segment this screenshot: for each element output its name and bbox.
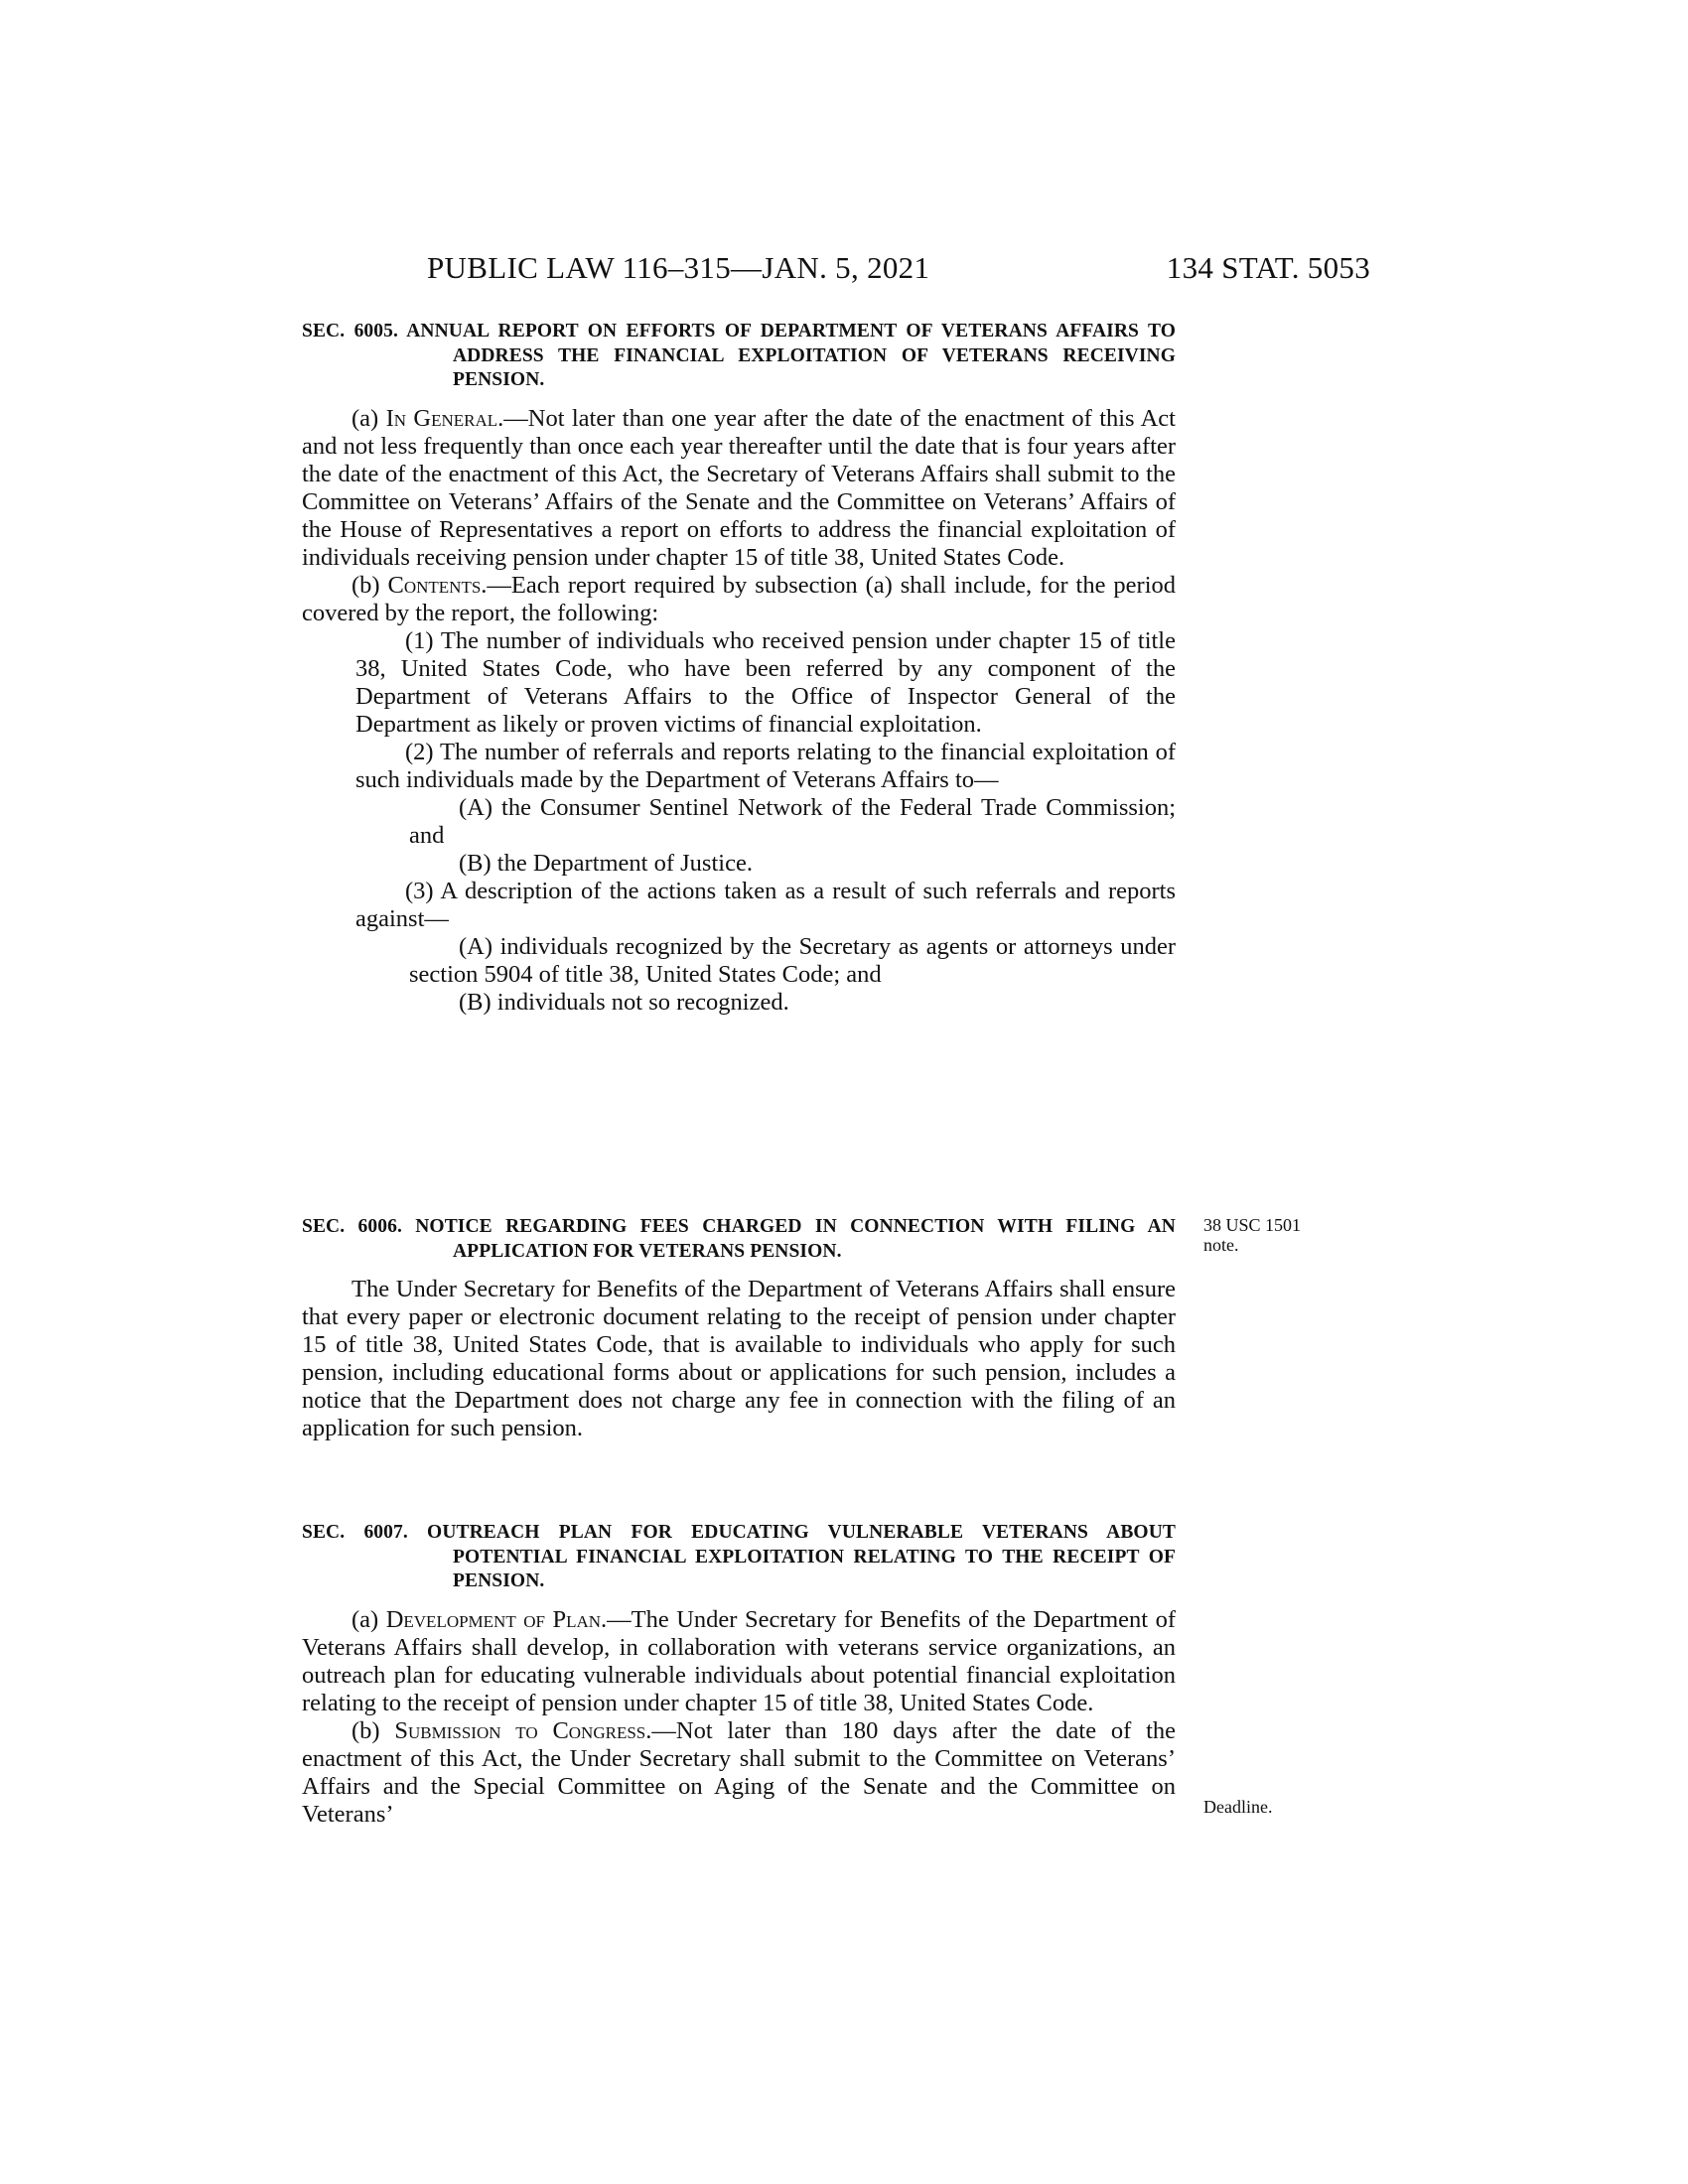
section-6006-text: The Under Secretary for Benefits of the Department of Veterans Affairs shall ensure that every paper or electronic document relating to the receipt of pension under chapter 15 of title 38, United States Code, that is available to individuals who apply for such pension, including educational forms about or applications for such pension, includes a notice that the Department does not charge any fee in connection with the filing of an application for such pension. (302, 1276, 1176, 1441)
section-6007 (302, 1521, 1176, 1829)
section-6007-subsection-b (302, 1717, 1176, 1829)
subsection-caption: Development of Plan. (385, 1605, 608, 1633)
subsection-label: (a) (352, 1605, 379, 1633)
subsection-label: (b) (352, 571, 380, 599)
running-head-page-number: 134 STAT. 5053 (1166, 250, 1370, 285)
subsection-text: —Each report required by subsection (a) shall include, for the period covered by the report, the following: (302, 571, 1177, 626)
section-6005-subsection-a (302, 405, 1176, 572)
subsection-caption: In General. (385, 404, 504, 432)
subsection-text: —Not later than one year after the date of the enactment of this Act and not less frequently than once each year thereafter until the date that is four years after the date of the enactment of this Act, the Secretary of Veterans Affairs shall submit to the Committee on Veterans’ Affairs of the Senate and the Committee on Veterans’ Affairs of the House of Representatives a report on efforts to address the financial exploitation of individuals receiving pension under chapter 15 of title 38, United States Code. (302, 404, 1176, 571)
paragraph-1: (1) The number of individuals who received pension under chapter 15 of title 38, United States Code, who have been referred by any component of the Department of Veterans Affairs to the Office of Inspector General of the Department as likely or proven victims of financial exploitation. (355, 626, 1176, 738)
subsection-label: (a) (352, 404, 379, 432)
subparagraph-2b: (B) the Department of Justice. (459, 849, 753, 877)
paragraph-3: (3) A description of the actions taken as a result of such referrals and reports against— (355, 877, 1176, 932)
running-head (298, 250, 1370, 290)
section-6005 (302, 320, 1176, 1017)
margin-note-usc-citation (1203, 1215, 1301, 1255)
subsection-caption: Submission to Congress. (394, 1716, 652, 1744)
running-head-title: PUBLIC LAW 116–315—JAN. 5, 2021 (427, 250, 930, 285)
section-6006-heading: SEC. 6006. NOTICE REGARDING FEES CHARGED IN CONNECTION WITH FILING AN APPLICATION FOR VETERANS PENSION. (302, 1216, 1176, 1262)
subsection-text: —Not later than 180 days after the date of the enactment of this Act, the Under Secretary shall submit to the Committee on Veterans’ Affairs and the Special Committee on Aging of the Senate and the Committee on Veterans’ (302, 1716, 1177, 1828)
subparagraph-3a: (A) individuals recognized by the Secretary as agents or attorneys under section 5904 of title 38, United States Code; and (409, 932, 1176, 988)
subsection-caption: Contents. (387, 571, 488, 599)
section-6005-subsection-b (302, 572, 1176, 627)
margin-note-line: 38 USC 1501 (1203, 1215, 1302, 1235)
section-6006 (302, 1215, 1176, 1442)
subparagraph-3b: (B) individuals not so recognized. (459, 988, 789, 1016)
margin-note-deadline: Deadline. (1203, 1797, 1273, 1817)
section-6007-heading: SEC. 6007. OUTREACH PLAN FOR EDUCATING VULNERABLE VETERANS ABOUT POTENTIAL FINANCIAL EXPLOITATION RELATING TO THE RECEIPT OF PENSION. (302, 1522, 1176, 1591)
subsection-label: (b) (352, 1716, 380, 1744)
section-6007-subsection-a (302, 1606, 1176, 1717)
section-6005-heading: SEC. 6005. ANNUAL REPORT ON EFFORTS OF DEPARTMENT OF VETERANS AFFAIRS TO ADDRESS THE FINANCIAL EXPLOITATION OF VETERANS RECEIVING PENSION. (302, 321, 1176, 390)
subsection-text: —The Under Secretary for Benefits of the Department of Veterans Affairs shall develop, in collaboration with veterans service organizations, an outreach plan for educating vulnerable individuals about potential financial exploitation relating to the receipt of pension under chapter 15 of title 38, United States Code. (302, 1605, 1177, 1716)
margin-note-line: note. (1203, 1235, 1239, 1255)
paragraph-2: (2) The number of referrals and reports relating to the financial exploitation of such individuals made by the Department of Veterans Affairs to— (355, 738, 1176, 793)
subparagraph-2a: (A) the Consumer Sentinel Network of the Federal Trade Commission; and (409, 793, 1176, 849)
